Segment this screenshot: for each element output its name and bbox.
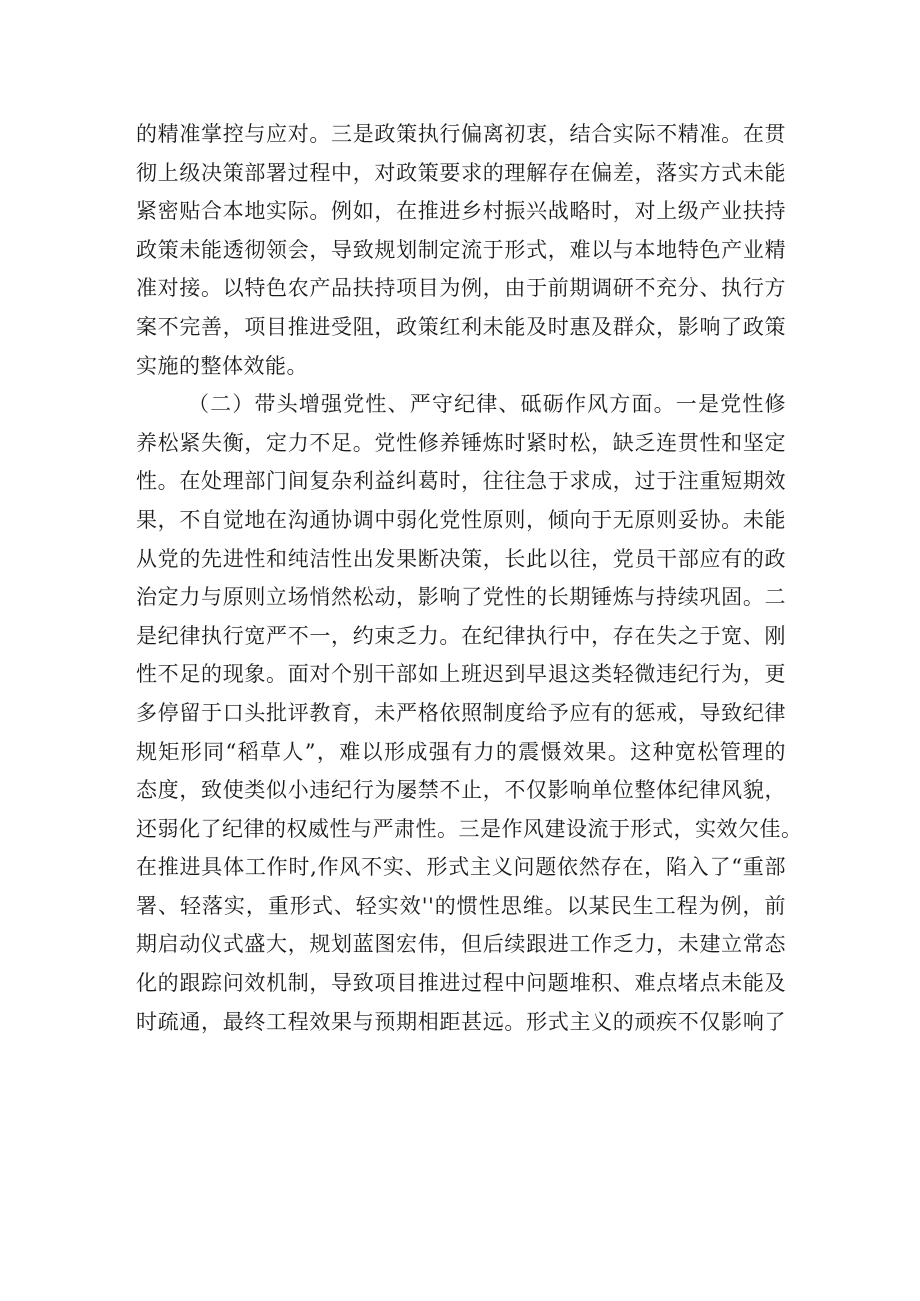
text-line: 期启动仪式盛大，规划蓝图宏伟，但后续跟进工作乏力，未建立常态: [136, 932, 786, 957]
text-line: 的精准掌控与应对。三是政策执行偏离初衷，结合实际不精准。在贯: [136, 122, 786, 146]
text-line: 实施的整体效能。: [136, 353, 308, 378]
text-line: 时疏通，最终工程效果与预期相距甚远。形式主义的顽疾不仅影响了: [136, 1009, 786, 1034]
text-line: 署、轻落实，重形式、轻实效''的惯性思维。以某民生工程为例，前: [136, 893, 786, 918]
text-line: 治定力与原则立场悄然松动，影响了党性的长期锤炼与持续巩固。二: [136, 585, 786, 610]
text-line: 多停留于口头批评教育，未严格依照制度给予应有的惩戒，导致纪律: [136, 700, 786, 725]
text-line: 还弱化了纪律的权威性与严肃性。三是作风建设流于形式，实效欠佳。: [136, 816, 803, 841]
text-line: 紧密贴合本地实际。例如，在推进乡村振兴战略时，对上级产业扶持: [136, 199, 786, 224]
text-line: 性。在处理部门间复杂利益纠葛时，往往急于求成，过于注重短期效: [136, 469, 786, 494]
text-line: 政策未能透彻领会，导致规划制定流于形式，难以与本地特色产业精: [136, 237, 786, 262]
section-heading-line: （二）带头增强党性、严守纪律、砥砺作风方面。一是党性修: [188, 392, 786, 417]
paragraph-1: [136, 115, 786, 385]
paragraph-2: [136, 385, 803, 1041]
body-text: [136, 115, 803, 1041]
text-line: 性不足的现象。面对个别干部如上班迟到早退这类轻微违纪行为，更: [136, 662, 786, 687]
text-line: 彻上级决策部署过程中，对政策要求的理解存在偏差，落实方式未能: [136, 160, 786, 185]
text-line: 规矩形同“稻草人”，难以形成强有力的震慑效果。这种宽松管理的: [136, 739, 786, 764]
text-line: 案不完善，项目推进受阻，政策红利未能及时惠及群众，影响了政策: [136, 314, 786, 339]
text-line: 在推进具体工作时,作风不实、形式主义问题依然存在，陷入了“重部: [136, 855, 786, 880]
text-line: 养松紧失衡，定力不足。党性修养锤炼时紧时松，缺乏连贯性和坚定: [136, 430, 786, 455]
text-line: 果，不自觉地在沟通协调中弱化党性原则，倾向于无原则妥协。未能: [136, 507, 786, 532]
text-line: 从党的先进性和纯洁性出发果断决策，长此以往，党员干部应有的政: [136, 546, 786, 571]
text-line: 化的跟踪问效机制，导致项目推进过程中问题堆积、难点堵点未能及: [136, 971, 786, 996]
text-line: 准对接。以特色农产品扶持项目为例，由于前期调研不充分、执行方: [136, 276, 786, 301]
text-line: 态度，致使类似小违纪行为屡禁不止，不仅影响单位整体纪律风貌，: [136, 778, 786, 803]
text-line: 是纪律执行宽严不一，约束乏力。在纪律执行中，存在失之于宽、刚: [136, 623, 786, 648]
